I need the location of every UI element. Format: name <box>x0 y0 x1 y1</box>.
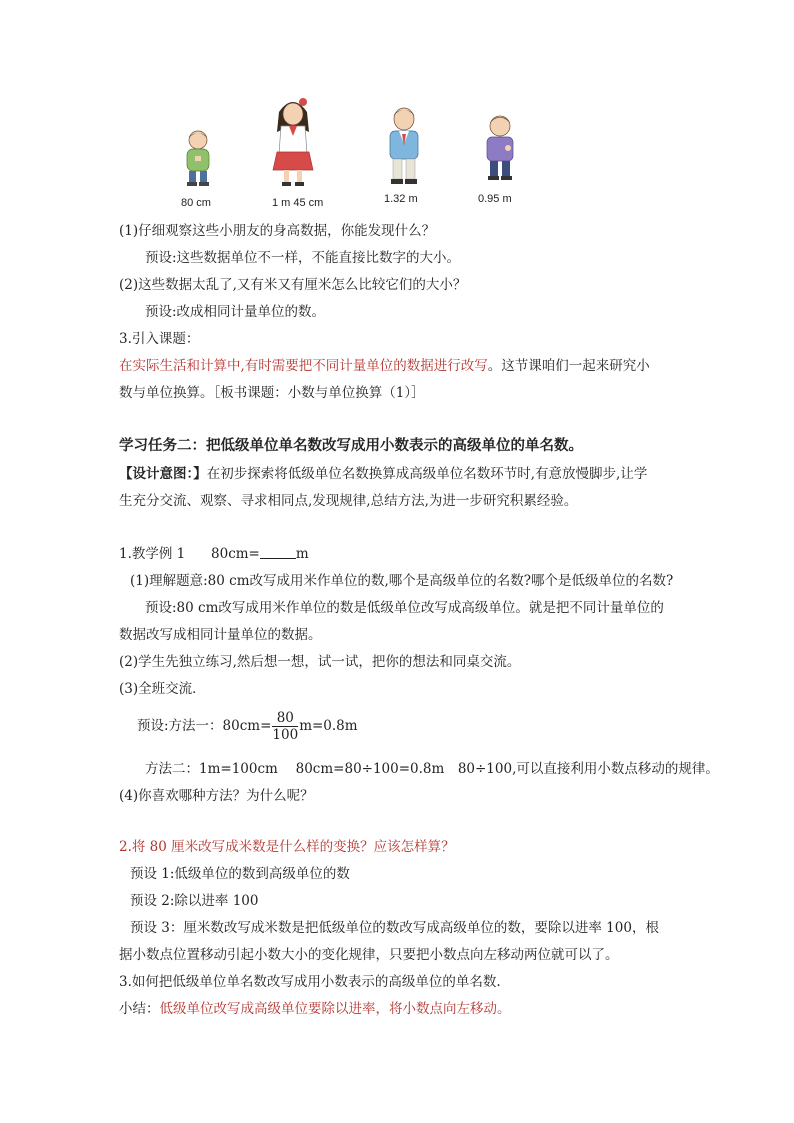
problem-2: 2.将 80 厘米改写成米数是什么样的变换？应该怎样算？ <box>119 839 455 855</box>
problem-2-preset-3-cont: 据小数点位置移动引起小数大小的变化规律，只要把小数点向左移动两位就可以了。 <box>119 947 619 963</box>
example-1 <box>119 545 309 563</box>
step-2: (2)学生先独立练习,然后想一想，试一试，把你的想法和同桌交流。 <box>119 654 521 670</box>
child-boy-purple-image <box>478 112 522 184</box>
intro-line-2: 数与单位换算。［板书课题：小数与单位换算（1）］ <box>119 385 425 401</box>
question-2: (2)这些数据太乱了,又有米又有厘米怎么比较它们的大小？ <box>119 277 467 293</box>
summary-text: 低级单位改写成高级单位要除以进率，将小数点向左移动。 <box>159 1001 511 1017</box>
step-1-answer-2: 数据改写成相同计量单位的数据。 <box>119 627 322 643</box>
intro-paragraph <box>119 357 650 375</box>
fraction-80-over-100 <box>272 710 298 743</box>
height-label-1: 80 cm <box>181 197 211 209</box>
design-text: 在初步探索将低级单位名数换算成高级单位名数环节时,有意放慢脚步,让学 <box>206 466 648 482</box>
example-unit: m <box>295 546 309 562</box>
fraction-numerator: 80 <box>272 710 298 727</box>
fraction-denominator: 100 <box>272 727 299 743</box>
intro-highlight: 在实际生活和计算中,有时需要把不同计量单位的数据进行改写 <box>119 358 488 374</box>
child-girl-image <box>267 96 319 188</box>
answer-2: 预设:改成相同计量单位的数。 <box>145 304 326 320</box>
intro-heading: 3.引入课题： <box>119 331 200 347</box>
method-1 <box>137 710 358 743</box>
task-2-title: 学习任务二：把低级单位单名数改写成用小数表示的高级单位的单名数。 <box>119 437 583 454</box>
step-1: (1)理解题意:80 cm改写成用米作单位的数,哪个是高级单位的名数?哪个是低级单位的名数? <box>130 573 674 589</box>
method-2: 方法二：1m=100cm 80cm=80÷100=0.8m 80÷100,可以直接利用小数点移动的规律。 <box>145 761 719 777</box>
summary <box>119 1000 511 1018</box>
design-label: 【设计意图：】 <box>119 466 207 482</box>
step-4: (4)你喜欢哪种方法？为什么呢？ <box>119 788 314 804</box>
example-prefix: 1.教学例 1 <box>119 546 186 562</box>
method-1-suffix: m=0.8m <box>299 718 358 734</box>
height-label-2: 1 m 45 cm <box>272 197 324 209</box>
question-1: (1)仔细观察这些小朋友的身高数据，你能发现什么？ <box>119 223 436 239</box>
problem-2-preset-2: 预设 2:除以进率 100 <box>130 893 259 909</box>
answer-1: 预设:这些数据单位不一样，不能直接比数字的大小。 <box>145 250 461 266</box>
design-text-2: 生充分交流、观察、寻求相同点,发现规律,总结方法,为进一步研究积累经验。 <box>119 493 578 509</box>
intro-tail: 。这节课咱们一起来研究小 <box>487 358 650 374</box>
method-1-prefix: 预设:方法一：80cm= <box>137 718 272 734</box>
problem-2-preset-3: 预设 3：厘米数改写成米数是把低级单位的数改写成高级单位的数，要除以进率 100，根 <box>130 920 659 936</box>
child-boy-small-image <box>178 128 218 188</box>
design-intent <box>119 465 647 483</box>
height-label-3: 1.32 m <box>384 193 418 205</box>
child-boy-vest-image <box>380 104 428 188</box>
step-1-answer-1: 预设:80 cm改写成用米作单位的数是低级单位改写成高级单位。就是把不同计量单位的 <box>145 600 664 616</box>
height-label-4: 0.95 m <box>478 193 512 205</box>
example-expression: 80cm= <box>211 546 260 562</box>
problem-3: 3.如何把低级单位单名数改写成用小数表示的高级单位的单名数. <box>119 974 501 990</box>
problem-2-preset-1: 预设 1:低级单位的数到高级单位的数 <box>130 866 350 882</box>
answer-blank <box>260 546 296 559</box>
summary-label: 小结： <box>119 1001 160 1017</box>
step-3: (3)全班交流． <box>119 681 206 697</box>
